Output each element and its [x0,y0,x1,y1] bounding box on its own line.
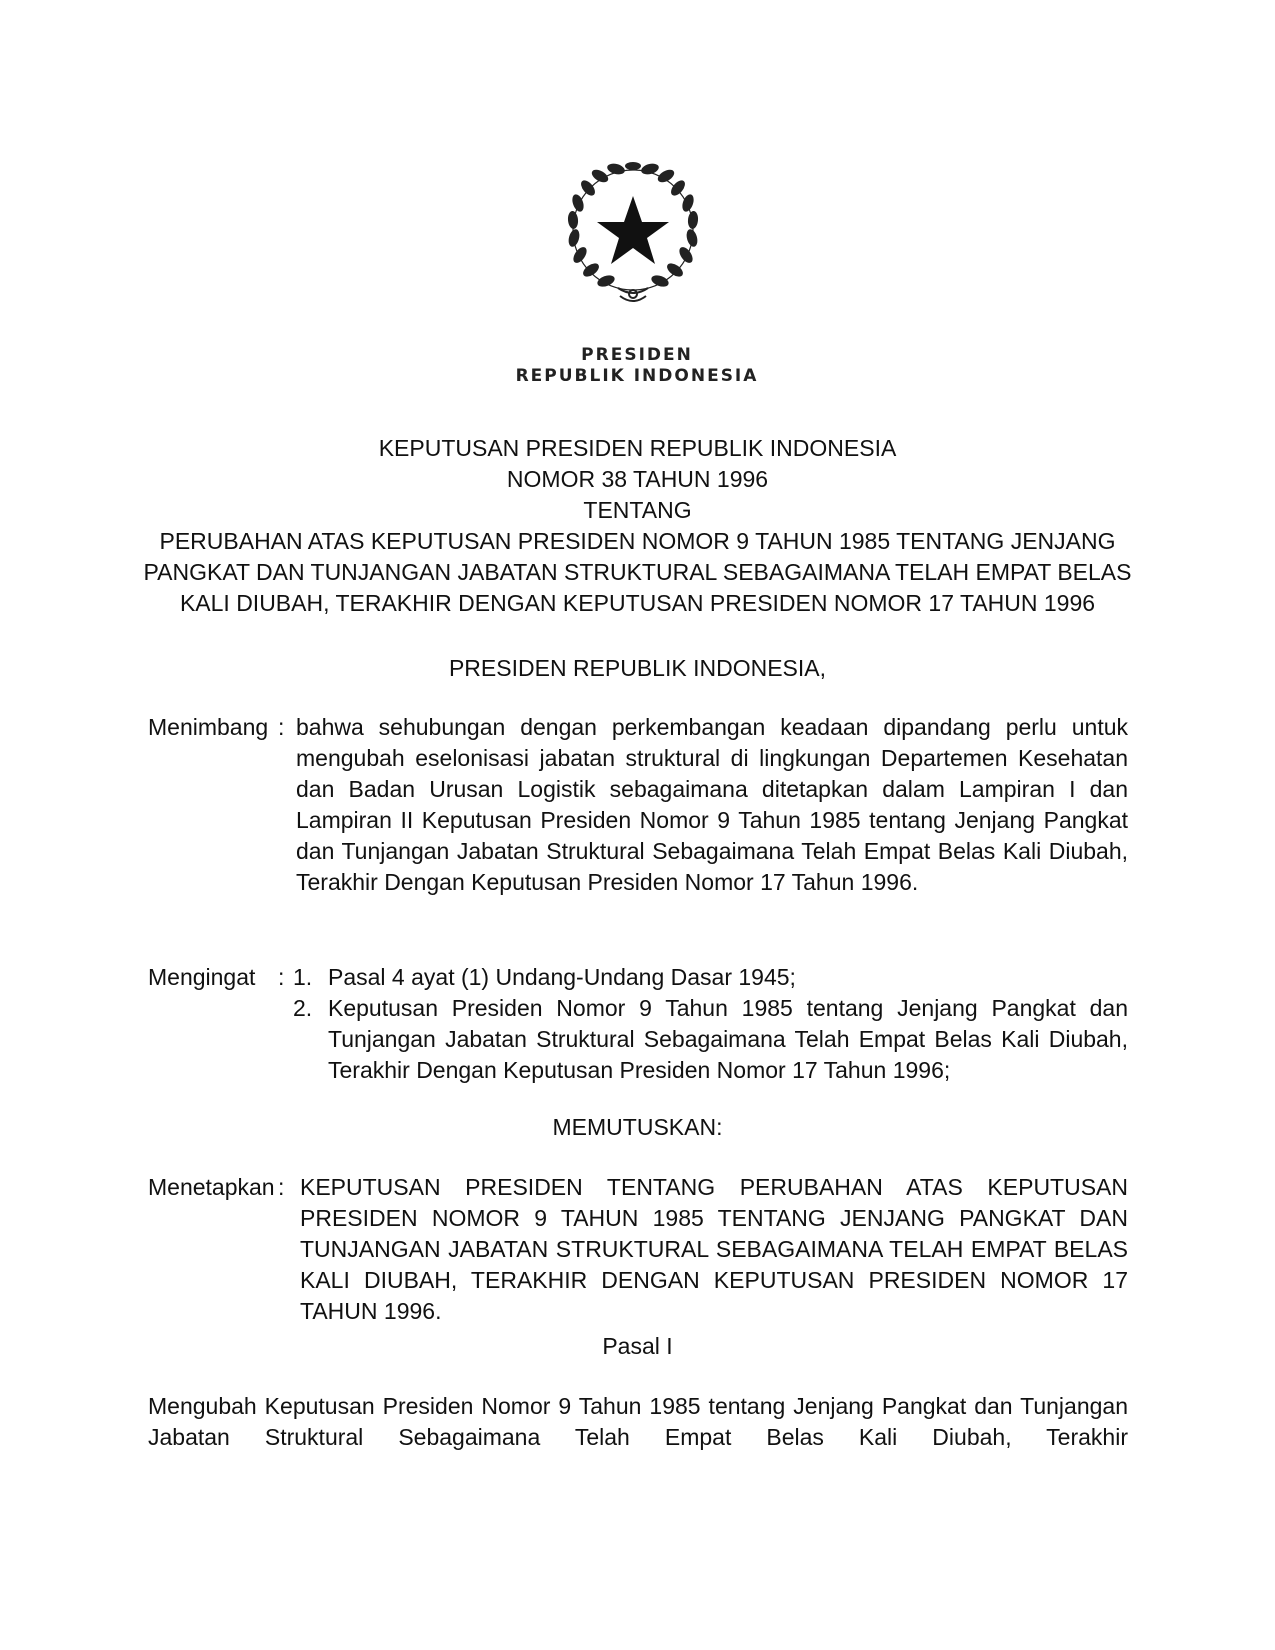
mengingat-list [293,962,1128,1086]
list-item [293,962,1128,993]
title-line: PANGKAT DAN TUNJANGAN JABATAN STRUKTURAL SEBAGAIMANA TELAH EMPAT BELAS [143,559,1132,585]
presiden-heading: PRESIDEN REPUBLIK INDONESIA, [448,655,827,681]
mengingat-colon: : [278,964,285,990]
pasal-heading: Pasal I [602,1333,673,1359]
menetapkan-section [148,1172,1128,1324]
menimbang-text: bahwa sehubungan dengan perkembangan keadaan dipandang perlu untuk mengubah eselonisasi jabatan struktural di lingkungan Departemen Kesehatan dan Badan Urusan Logistik sebagaimana ditetapkan dalam Lampiran I dan Lampiran II Keputusan Presiden Nomor 9 Tahun 1985 tentang Jenjang Pangkat dan Tunjangan Jabatan Struktural Sebagaimana Telah Empat Belas Kali Diubah, Terakhir Dengan Keputusan Presiden Nomor 17 Tahun 1996. [296,714,1128,895]
document-title [140,433,1135,619]
list-item-number: 1. [293,964,313,990]
menetapkan-colon: : [278,1174,285,1200]
mengingat-section [148,962,1128,1092]
title-line: KALI DIUBAH, TERAKHIR DENGAN KEPUTUSAN PRESIDEN NOMOR 17 TAHUN 1996 [179,590,1096,616]
list-item [293,993,1128,1086]
title-line: NOMOR 38 TAHUN 1996 [506,466,769,492]
presidential-emblem-icon [548,148,718,318]
letterhead-line1: PRESIDEN [581,345,693,365]
menimbang-section [148,712,1128,932]
mengingat-label: Mengingat [148,964,256,990]
body-paragraph: Mengubah Keputusan Presiden Nomor 9 Tahun 1985 tentang Jenjang Pangkat dan Tunjangan Jabatan Struktural Sebagaimana Telah Empat Belas Kali Diubah, Terakhir [148,1393,1128,1450]
title-line: TENTANG [583,497,692,523]
menetapkan-label: Menetapkan [148,1174,275,1200]
menimbang-colon: : [278,714,285,740]
menimbang-label: Menimbang [148,714,269,740]
memutuskan-heading: MEMUTUSKAN: [552,1114,723,1140]
list-item-text: Pasal 4 ayat (1) Undang-Undang Dasar 1945; [328,964,796,990]
title-line: PERUBAHAN ATAS KEPUTUSAN PRESIDEN NOMOR 9 TAHUN 1985 TENTANG JENJANG [159,528,1116,554]
list-item-number: 2. [293,995,313,1021]
letterhead [437,345,837,387]
menetapkan-text: KEPUTUSAN PRESIDEN TENTANG PERUBAHAN ATAS KEPUTUSAN PRESIDEN NOMOR 9 TAHUN 1985 TENTANG JENJANG PANGKAT DAN TUNJANGAN JABATAN STRUKTURAL SEBAGAIMANA TELAH EMPAT BELAS KALI DIUBAH, TERAKHIR DENGAN KEPUTUSAN PRESIDEN NOMOR 17 TAHUN 1996. [300,1174,1128,1324]
list-item-text: Keputusan Presiden Nomor 9 Tahun 1985 tentang Jenjang Pangkat dan Tunjangan Jabatan Struktural Sebagaimana Telah Empat Belas Kali Diubah, Terakhir Dengan Keputusan Presiden Nomor 17 Tahun 1996; [328,995,1128,1083]
letterhead-line2: REPUBLIK INDONESIA [515,366,759,386]
title-line: KEPUTUSAN PRESIDEN REPUBLIK INDONESIA [378,435,897,461]
